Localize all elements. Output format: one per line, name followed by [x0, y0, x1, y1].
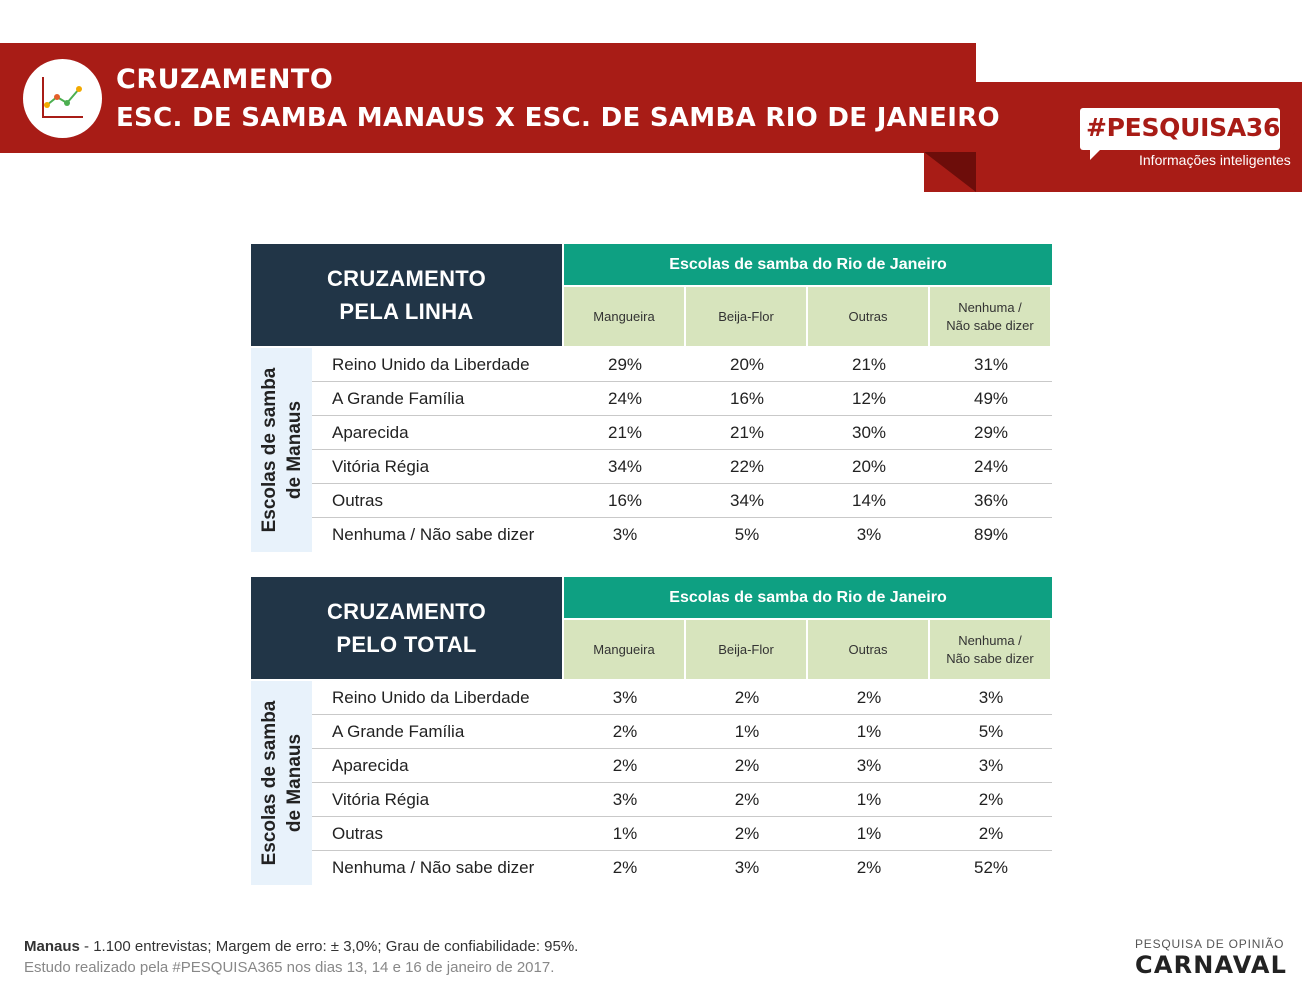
table-cell: 2%	[856, 688, 882, 707]
carnaval-logo: CARNAVAL	[1135, 951, 1288, 979]
page-title: CRUZAMENTO	[116, 64, 334, 95]
column-header-text	[946, 632, 1033, 668]
column-header-text	[946, 299, 1033, 335]
row-label: Aparecida	[332, 756, 409, 775]
table-row	[312, 783, 1052, 817]
table-cell: 3%	[978, 688, 1004, 707]
row-label: Vitória Régia	[332, 790, 430, 809]
table-cell: 21%	[851, 355, 887, 374]
table-cell: 2%	[856, 858, 882, 877]
brand-tagline: Informações inteligentes	[1139, 152, 1291, 168]
table-cell: 16%	[607, 491, 643, 510]
table-cell: 89%	[973, 525, 1009, 544]
table-row	[312, 518, 1052, 552]
table-cell: 2%	[612, 858, 638, 877]
table-cell: 31%	[973, 355, 1009, 374]
table-row	[312, 484, 1052, 518]
carnaval-subtitle: PESQUISA DE OPINIÃO	[1135, 937, 1285, 951]
table-cell: 36%	[973, 491, 1009, 510]
table-cell: 24%	[973, 457, 1009, 476]
table-row	[312, 416, 1052, 450]
table-cell: 49%	[973, 389, 1009, 408]
column-header-line: Não sabe dizer	[946, 650, 1034, 666]
column-header: Outras	[808, 287, 928, 346]
header-banner	[0, 43, 976, 153]
table-row	[312, 851, 1052, 885]
row-group-line: de Manaus	[283, 733, 305, 833]
table-cell: 2%	[734, 688, 760, 707]
row-label: Nenhuma / Não sabe dizer	[332, 525, 535, 544]
crosstab-table	[251, 577, 1052, 885]
row-label: Outras	[332, 491, 384, 510]
table-cell: 16%	[729, 389, 765, 408]
row-label: Vitória Régia	[332, 457, 430, 476]
row-group-label	[251, 348, 312, 552]
column-header: Beija-Flor	[686, 287, 806, 346]
study-info: Estudo realizado pela #PESQUISA365 nos dias 13, 14 e 16 de janeiro de 2017.	[24, 959, 555, 976]
table-cell: 2%	[612, 756, 638, 775]
table-cell: 22%	[729, 457, 765, 476]
table-row	[312, 382, 1052, 416]
table-cell: 3%	[734, 858, 760, 877]
corner-line: PELA LINHA	[339, 299, 474, 324]
row-label: Aparecida	[332, 423, 409, 442]
row-group-line: Escolas de samba	[258, 700, 280, 866]
table-cell: 1%	[734, 722, 760, 741]
group-header: Escolas de samba do Rio de Janeiro	[564, 244, 1052, 285]
table-cell: 21%	[729, 423, 765, 442]
table-cell: 3%	[856, 525, 882, 544]
column-header: Mangueira	[564, 287, 684, 346]
table-cell: 1%	[856, 824, 882, 843]
corner-line: CRUZAMENTO	[326, 599, 487, 624]
table-cell: 24%	[607, 389, 643, 408]
table-cell: 1%	[856, 790, 882, 809]
table-cell: 29%	[607, 355, 643, 374]
row-group-line: Escolas de samba	[258, 367, 280, 533]
row-group-line: de Manaus	[283, 400, 305, 500]
table-cell: 1%	[856, 722, 882, 741]
banner-fold	[924, 152, 976, 192]
table-cell: 34%	[729, 491, 765, 510]
table-cell: 2%	[734, 824, 760, 843]
table-row	[312, 348, 1052, 382]
column-header	[930, 620, 1050, 679]
table-row	[312, 749, 1052, 783]
table-corner-title	[251, 577, 562, 679]
sample-city: Manaus	[24, 938, 80, 955]
sample-info	[24, 938, 578, 955]
table-cell: 30%	[851, 423, 887, 442]
row-group-label	[251, 681, 312, 885]
group-header: Escolas de samba do Rio de Janeiro	[564, 577, 1052, 618]
table-cell: 20%	[729, 355, 765, 374]
row-label: Reino Unido da Liberdade	[332, 688, 530, 707]
table-cell: 5%	[978, 722, 1004, 741]
table-cell: 2%	[734, 790, 760, 809]
row-label: A Grande Família	[332, 389, 465, 408]
table-cell: 29%	[973, 423, 1009, 442]
table-cell: 5%	[734, 525, 760, 544]
sample-details: - 1.100 entrevistas; Margem de erro: ± 3,0%; Grau de confiabilidade: 95%.	[79, 938, 579, 955]
column-header: Beija-Flor	[686, 620, 806, 679]
column-header	[930, 287, 1050, 346]
row-label: Outras	[332, 824, 384, 843]
corner-line: PELO TOTAL	[336, 632, 477, 657]
table-cell: 34%	[607, 457, 643, 476]
table-cell: 14%	[851, 491, 887, 510]
column-header-line: Nenhuma /	[958, 632, 1022, 648]
table-cell: 3%	[612, 525, 638, 544]
row-group-text	[257, 368, 307, 533]
table-cell: 1%	[612, 824, 638, 843]
row-label: A Grande Família	[332, 722, 465, 741]
table-cell: 3%	[856, 756, 882, 775]
table-corner-title	[251, 244, 562, 346]
table-cell: 3%	[612, 688, 638, 707]
column-header: Outras	[808, 620, 928, 679]
table-cell: 2%	[978, 824, 1004, 843]
table-cell: 2%	[612, 722, 638, 741]
table-cell: 3%	[978, 756, 1004, 775]
column-header-line: Nenhuma /	[958, 299, 1022, 315]
table-cell: 21%	[607, 423, 643, 442]
table-row	[312, 817, 1052, 851]
table-row	[312, 681, 1052, 715]
table-cell: 12%	[851, 389, 887, 408]
column-header: Mangueira	[564, 620, 684, 679]
table-cell: 20%	[851, 457, 887, 476]
table-cell: 2%	[978, 790, 1004, 809]
row-label: Nenhuma / Não sabe dizer	[332, 858, 535, 877]
page-subtitle: ESC. DE SAMBA MANAUS X ESC. DE SAMBA RIO DE JANEIRO	[116, 103, 1000, 133]
table-row	[312, 450, 1052, 484]
line-chart-icon	[23, 59, 102, 138]
table-cell: 52%	[973, 858, 1009, 877]
table-cell: 3%	[612, 790, 638, 809]
row-group-text	[257, 701, 307, 866]
table-row	[312, 715, 1052, 749]
column-header-line: Não sabe dizer	[946, 317, 1034, 333]
row-label: Reino Unido da Liberdade	[332, 355, 530, 374]
crosstab-table	[251, 244, 1052, 552]
corner-line: CRUZAMENTO	[326, 266, 487, 291]
table-cell: 2%	[734, 756, 760, 775]
brand-name: #PESQUISA365	[1086, 113, 1298, 142]
